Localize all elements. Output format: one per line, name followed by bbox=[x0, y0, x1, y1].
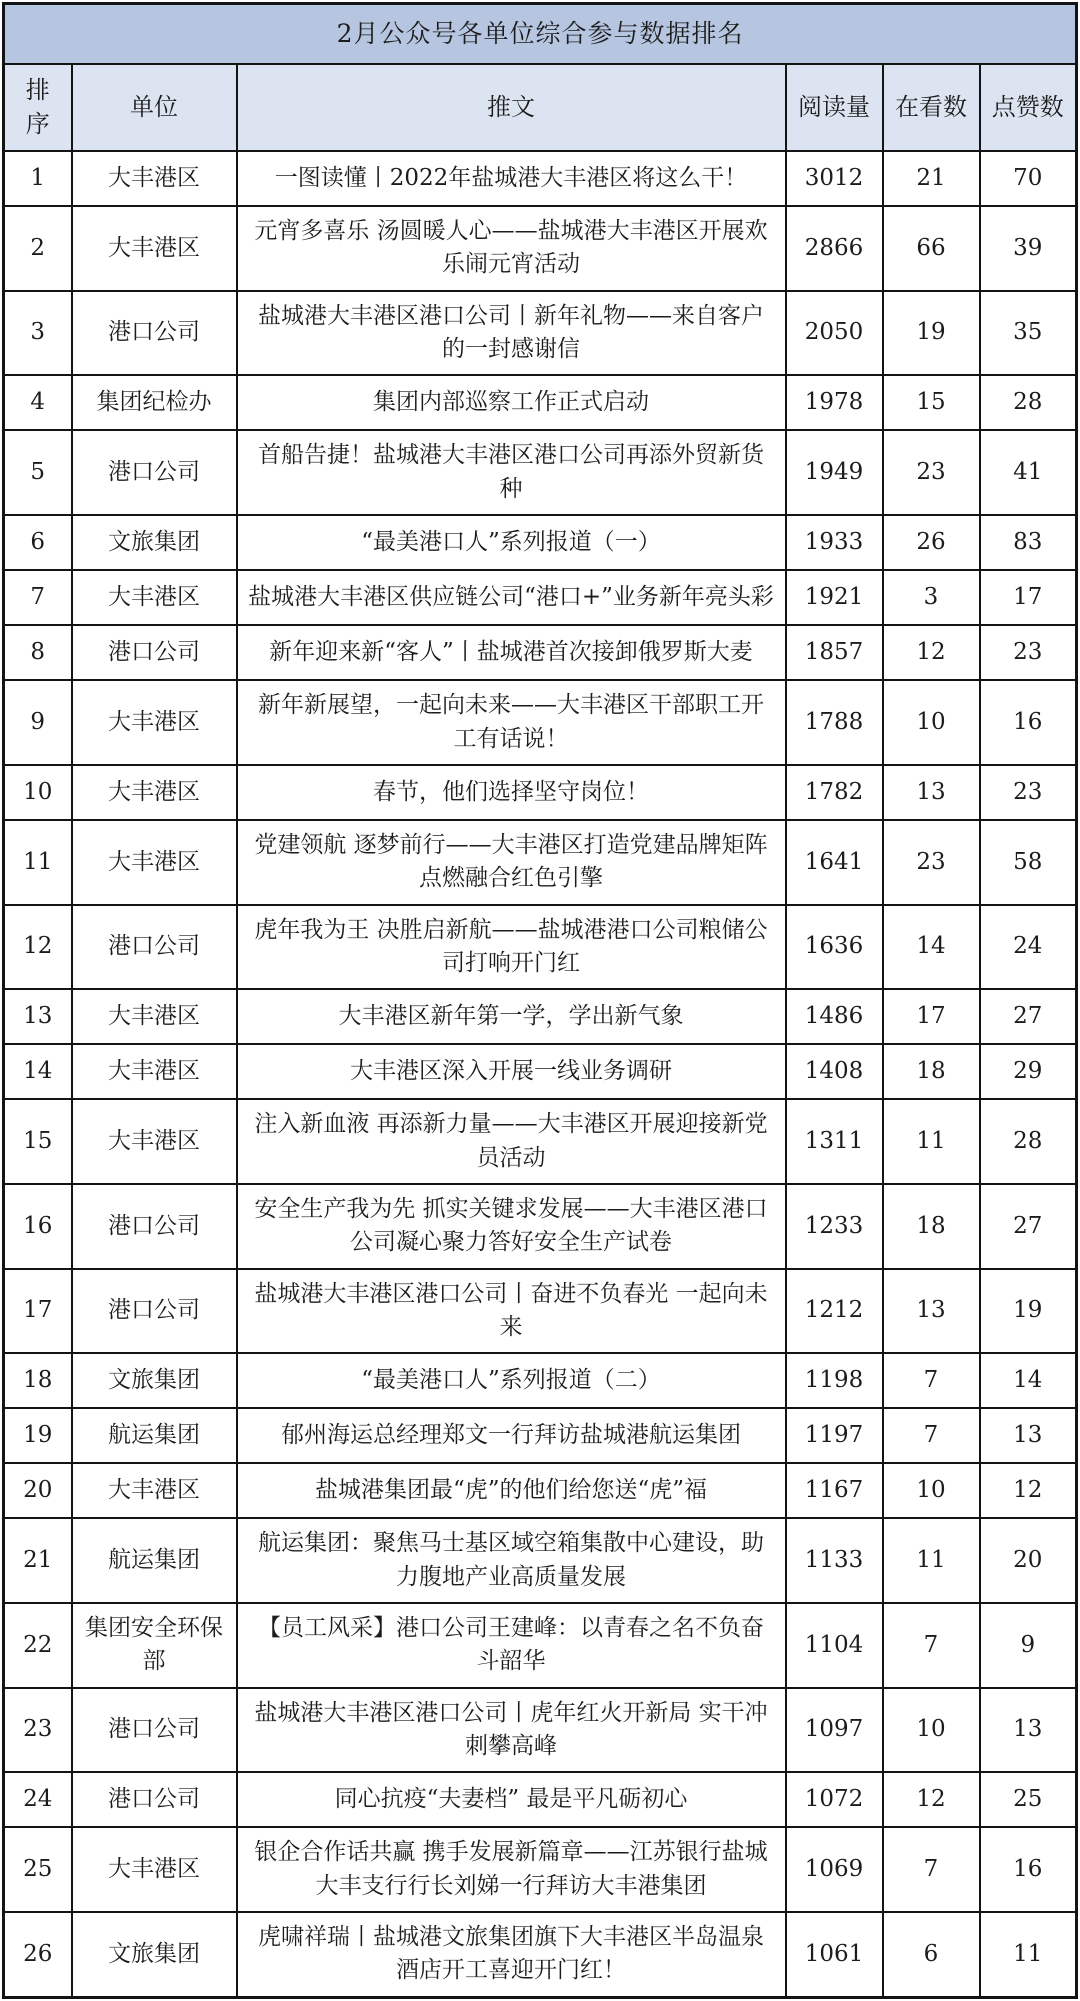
watching-cell: 10 bbox=[883, 680, 980, 765]
watching-cell: 23 bbox=[883, 820, 980, 905]
reads-cell: 1311 bbox=[786, 1099, 883, 1184]
watching-cell: 23 bbox=[883, 430, 980, 515]
likes-cell: 25 bbox=[980, 1772, 1077, 1827]
reads-cell: 1636 bbox=[786, 905, 883, 990]
likes-cell: 16 bbox=[980, 680, 1077, 765]
likes-cell: 70 bbox=[980, 151, 1077, 206]
reads-cell: 1788 bbox=[786, 680, 883, 765]
table-row bbox=[4, 1912, 1077, 1997]
ranking-table bbox=[2, 2, 1078, 1999]
unit-cell: 大丰港区 bbox=[72, 1827, 237, 1912]
reads-cell: 1486 bbox=[786, 989, 883, 1044]
likes-cell: 41 bbox=[980, 430, 1077, 515]
reads-cell: 1782 bbox=[786, 765, 883, 820]
article-cell: 一图读懂丨2022年盐城港大丰港区将这么干！ bbox=[237, 151, 786, 206]
table-row bbox=[4, 1269, 1077, 1354]
unit-cell: 大丰港区 bbox=[72, 989, 237, 1044]
table-row bbox=[4, 1353, 1077, 1408]
unit-cell: 港口公司 bbox=[72, 1269, 237, 1354]
table-row bbox=[4, 1603, 1077, 1688]
table-row bbox=[4, 820, 1077, 905]
table-row bbox=[4, 625, 1077, 680]
table-row bbox=[4, 1827, 1077, 1912]
likes-cell: 16 bbox=[980, 1827, 1077, 1912]
rank-cell: 7 bbox=[4, 570, 72, 625]
table-row bbox=[4, 1044, 1077, 1099]
likes-cell: 27 bbox=[980, 1184, 1077, 1269]
reads-cell: 1921 bbox=[786, 570, 883, 625]
watching-cell: 10 bbox=[883, 1688, 980, 1773]
table-row bbox=[4, 570, 1077, 625]
table-row bbox=[4, 1408, 1077, 1463]
watching-cell: 18 bbox=[883, 1044, 980, 1099]
reads-cell: 1233 bbox=[786, 1184, 883, 1269]
reads-cell: 1933 bbox=[786, 515, 883, 570]
rank-cell: 1 bbox=[4, 151, 72, 206]
rank-cell: 22 bbox=[4, 1603, 72, 1688]
article-cell: 盐城港大丰港区港口公司丨新年礼物——来自客户的一封感谢信 bbox=[237, 291, 786, 376]
unit-cell: 大丰港区 bbox=[72, 151, 237, 206]
watching-cell: 15 bbox=[883, 375, 980, 430]
reads-cell: 1104 bbox=[786, 1603, 883, 1688]
table-row bbox=[4, 989, 1077, 1044]
article-cell: 新年迎来新“客人”丨盐城港首次接卸俄罗斯大麦 bbox=[237, 625, 786, 680]
reads-cell: 2050 bbox=[786, 291, 883, 376]
unit-cell: 大丰港区 bbox=[72, 1099, 237, 1184]
reads-cell: 3012 bbox=[786, 151, 883, 206]
watching-cell: 10 bbox=[883, 1463, 980, 1518]
table-row bbox=[4, 430, 1077, 515]
unit-cell: 大丰港区 bbox=[72, 1463, 237, 1518]
table-row bbox=[4, 291, 1077, 376]
unit-cell: 港口公司 bbox=[72, 291, 237, 376]
unit-cell: 航运集团 bbox=[72, 1518, 237, 1603]
rank-cell: 17 bbox=[4, 1269, 72, 1354]
article-cell: 虎年我为王 决胜启新航——盐城港港口公司粮储公司打响开门红 bbox=[237, 905, 786, 990]
watching-cell: 6 bbox=[883, 1912, 980, 1997]
column-header-row bbox=[4, 64, 1077, 152]
article-cell: 新年新展望，一起向未来——大丰港区干部职工开工有话说！ bbox=[237, 680, 786, 765]
likes-cell: 23 bbox=[980, 625, 1077, 680]
unit-cell: 港口公司 bbox=[72, 430, 237, 515]
unit-cell: 港口公司 bbox=[72, 905, 237, 990]
article-cell: 航运集团：聚焦马士基区域空箱集散中心建设，助力腹地产业高质量发展 bbox=[237, 1518, 786, 1603]
table-row bbox=[4, 905, 1077, 990]
article-cell: 同心抗疫“夫妻档” 最是平凡砺初心 bbox=[237, 1772, 786, 1827]
likes-cell: 20 bbox=[980, 1518, 1077, 1603]
rank-cell: 25 bbox=[4, 1827, 72, 1912]
likes-cell: 29 bbox=[980, 1044, 1077, 1099]
watching-cell: 3 bbox=[883, 570, 980, 625]
table-row bbox=[4, 1463, 1077, 1518]
likes-cell: 13 bbox=[980, 1408, 1077, 1463]
rank-cell: 9 bbox=[4, 680, 72, 765]
reads-cell: 1097 bbox=[786, 1688, 883, 1773]
article-cell: 春节，他们选择坚守岗位！ bbox=[237, 765, 786, 820]
article-cell: 安全生产我为先 抓实关键求发展——大丰港区港口公司凝心聚力答好安全生产试卷 bbox=[237, 1184, 786, 1269]
likes-cell: 83 bbox=[980, 515, 1077, 570]
likes-cell: 23 bbox=[980, 765, 1077, 820]
rank-cell: 19 bbox=[4, 1408, 72, 1463]
unit-cell: 港口公司 bbox=[72, 1688, 237, 1773]
unit-cell: 港口公司 bbox=[72, 625, 237, 680]
watching-cell: 11 bbox=[883, 1099, 980, 1184]
article-cell: 集团内部巡察工作正式启动 bbox=[237, 375, 786, 430]
likes-cell: 11 bbox=[980, 1912, 1077, 1997]
unit-cell: 文旅集团 bbox=[72, 1353, 237, 1408]
article-cell: 大丰港区新年第一学，学出新气象 bbox=[237, 989, 786, 1044]
unit-cell: 港口公司 bbox=[72, 1772, 237, 1827]
article-cell: 党建领航 逐梦前行——大丰港区打造党建品牌矩阵 点燃融合红色引擎 bbox=[237, 820, 786, 905]
col-header-rank: 排序 bbox=[4, 64, 72, 152]
table-row bbox=[4, 375, 1077, 430]
rank-cell: 12 bbox=[4, 905, 72, 990]
rank-cell: 18 bbox=[4, 1353, 72, 1408]
table-row bbox=[4, 151, 1077, 206]
col-header-article: 推文 bbox=[237, 64, 786, 152]
rank-cell: 14 bbox=[4, 1044, 72, 1099]
likes-cell: 58 bbox=[980, 820, 1077, 905]
unit-cell: 大丰港区 bbox=[72, 570, 237, 625]
watching-cell: 19 bbox=[883, 291, 980, 376]
likes-cell: 9 bbox=[980, 1603, 1077, 1688]
col-header-watching: 在看数 bbox=[883, 64, 980, 152]
reads-cell: 1197 bbox=[786, 1408, 883, 1463]
reads-cell: 1167 bbox=[786, 1463, 883, 1518]
unit-cell: 大丰港区 bbox=[72, 820, 237, 905]
reads-cell: 1641 bbox=[786, 820, 883, 905]
watching-cell: 12 bbox=[883, 625, 980, 680]
rank-cell: 8 bbox=[4, 625, 72, 680]
unit-cell: 集团纪检办 bbox=[72, 375, 237, 430]
reads-cell: 1408 bbox=[786, 1044, 883, 1099]
reads-cell: 2866 bbox=[786, 206, 883, 291]
col-header-likes: 点赞数 bbox=[980, 64, 1077, 152]
table-title: 2月公众号各单位综合参与数据排名 bbox=[4, 4, 1077, 64]
article-cell: 元宵多喜乐 汤圆暖人心——盐城港大丰港区开展欢乐闹元宵活动 bbox=[237, 206, 786, 291]
rank-cell: 24 bbox=[4, 1772, 72, 1827]
watching-cell: 7 bbox=[883, 1353, 980, 1408]
article-cell: 盐城港集团最“虎”的他们给您送“虎”福 bbox=[237, 1463, 786, 1518]
table-row bbox=[4, 1099, 1077, 1184]
unit-cell: 文旅集团 bbox=[72, 1912, 237, 1997]
likes-cell: 17 bbox=[980, 570, 1077, 625]
likes-cell: 35 bbox=[980, 291, 1077, 376]
article-cell: “最美港口人”系列报道（二） bbox=[237, 1353, 786, 1408]
unit-cell: 大丰港区 bbox=[72, 765, 237, 820]
table-row bbox=[4, 515, 1077, 570]
rank-cell: 2 bbox=[4, 206, 72, 291]
likes-cell: 24 bbox=[980, 905, 1077, 990]
article-cell: 【员工风采】港口公司王建峰：以青春之名不负奋斗韶华 bbox=[237, 1603, 786, 1688]
table-row bbox=[4, 765, 1077, 820]
unit-cell: 文旅集团 bbox=[72, 515, 237, 570]
watching-cell: 26 bbox=[883, 515, 980, 570]
reads-cell: 1061 bbox=[786, 1912, 883, 1997]
likes-cell: 39 bbox=[980, 206, 1077, 291]
rank-cell: 20 bbox=[4, 1463, 72, 1518]
rank-cell: 26 bbox=[4, 1912, 72, 1997]
likes-cell: 27 bbox=[980, 989, 1077, 1044]
rank-cell: 23 bbox=[4, 1688, 72, 1773]
col-header-reads: 阅读量 bbox=[786, 64, 883, 152]
col-header-unit: 单位 bbox=[72, 64, 237, 152]
rank-cell: 10 bbox=[4, 765, 72, 820]
reads-cell: 1069 bbox=[786, 1827, 883, 1912]
rank-cell: 16 bbox=[4, 1184, 72, 1269]
rank-cell: 11 bbox=[4, 820, 72, 905]
watching-cell: 14 bbox=[883, 905, 980, 990]
title-row bbox=[4, 4, 1077, 64]
unit-cell: 集团安全环保部 bbox=[72, 1603, 237, 1688]
article-cell: 郁州海运总经理郑文一行拜访盐城港航运集团 bbox=[237, 1408, 786, 1463]
likes-cell: 14 bbox=[980, 1353, 1077, 1408]
rank-cell: 13 bbox=[4, 989, 72, 1044]
table-body bbox=[4, 151, 1077, 1997]
article-cell: “最美港口人”系列报道（一） bbox=[237, 515, 786, 570]
watching-cell: 13 bbox=[883, 765, 980, 820]
watching-cell: 66 bbox=[883, 206, 980, 291]
rank-cell: 6 bbox=[4, 515, 72, 570]
rank-cell: 5 bbox=[4, 430, 72, 515]
table-row bbox=[4, 206, 1077, 291]
likes-cell: 19 bbox=[980, 1269, 1077, 1354]
watching-cell: 11 bbox=[883, 1518, 980, 1603]
rank-cell: 15 bbox=[4, 1099, 72, 1184]
article-cell: 注入新血液 再添新力量——大丰港区开展迎接新党员活动 bbox=[237, 1099, 786, 1184]
likes-cell: 13 bbox=[980, 1688, 1077, 1773]
watching-cell: 7 bbox=[883, 1603, 980, 1688]
article-cell: 银企合作话共赢 携手发展新篇章——江苏银行盐城大丰支行行长刘娣一行拜访大丰港集团 bbox=[237, 1827, 786, 1912]
article-cell: 大丰港区深入开展一线业务调研 bbox=[237, 1044, 786, 1099]
watching-cell: 18 bbox=[883, 1184, 980, 1269]
watching-cell: 12 bbox=[883, 1772, 980, 1827]
reads-cell: 1198 bbox=[786, 1353, 883, 1408]
rank-cell: 21 bbox=[4, 1518, 72, 1603]
unit-cell: 航运集团 bbox=[72, 1408, 237, 1463]
article-cell: 盐城港大丰港区港口公司丨虎年红火开新局 实干冲刺攀高峰 bbox=[237, 1688, 786, 1773]
watching-cell: 7 bbox=[883, 1408, 980, 1463]
article-cell: 首船告捷！盐城港大丰港区港口公司再添外贸新货种 bbox=[237, 430, 786, 515]
unit-cell: 大丰港区 bbox=[72, 1044, 237, 1099]
likes-cell: 12 bbox=[980, 1463, 1077, 1518]
watching-cell: 21 bbox=[883, 151, 980, 206]
table-row bbox=[4, 1688, 1077, 1773]
likes-cell: 28 bbox=[980, 375, 1077, 430]
reads-cell: 1978 bbox=[786, 375, 883, 430]
unit-cell: 大丰港区 bbox=[72, 680, 237, 765]
unit-cell: 港口公司 bbox=[72, 1184, 237, 1269]
table-row bbox=[4, 1184, 1077, 1269]
unit-cell: 大丰港区 bbox=[72, 206, 237, 291]
watching-cell: 7 bbox=[883, 1827, 980, 1912]
reads-cell: 1072 bbox=[786, 1772, 883, 1827]
table-row bbox=[4, 1518, 1077, 1603]
watching-cell: 13 bbox=[883, 1269, 980, 1354]
rank-cell: 3 bbox=[4, 291, 72, 376]
reads-cell: 1133 bbox=[786, 1518, 883, 1603]
table-row bbox=[4, 1772, 1077, 1827]
watching-cell: 17 bbox=[883, 989, 980, 1044]
table-row bbox=[4, 680, 1077, 765]
rank-cell: 4 bbox=[4, 375, 72, 430]
reads-cell: 1857 bbox=[786, 625, 883, 680]
article-cell: 盐城港大丰港区供应链公司“港口+”业务新年亮头彩 bbox=[237, 570, 786, 625]
article-cell: 虎啸祥瑞丨盐城港文旅集团旗下大丰港区半岛温泉酒店开工喜迎开门红！ bbox=[237, 1912, 786, 1997]
article-cell: 盐城港大丰港区港口公司丨奋进不负春光 一起向未来 bbox=[237, 1269, 786, 1354]
reads-cell: 1949 bbox=[786, 430, 883, 515]
reads-cell: 1212 bbox=[786, 1269, 883, 1354]
likes-cell: 28 bbox=[980, 1099, 1077, 1184]
